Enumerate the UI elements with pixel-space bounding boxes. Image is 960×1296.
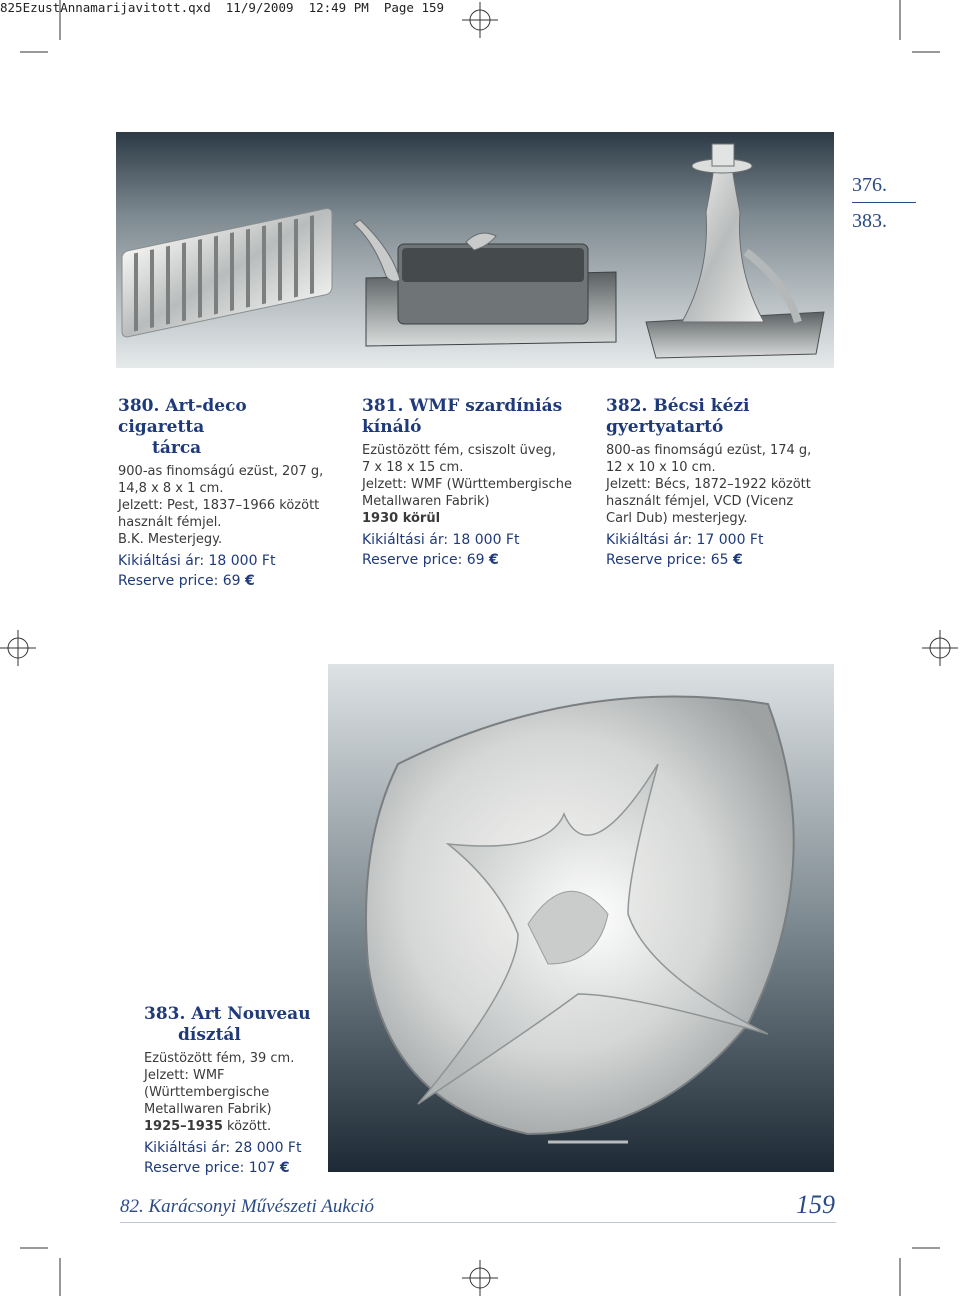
slug-page: Page 159 (383, 0, 445, 15)
lot-date-line: 1930 körül (362, 511, 441, 526)
lot-382-title (606, 396, 836, 438)
side-number-383: 383. (852, 210, 887, 232)
euro-sign: € (245, 573, 255, 589)
lot-description-line: 800-as finomságú ezüst, 174 g, (606, 443, 812, 458)
lot-date-range: 1925–1935 (144, 1119, 223, 1134)
lot-number: 383. (144, 1004, 186, 1024)
lot-description-line: Ezüstözött fém, csiszolt üveg, (362, 443, 556, 458)
lot-price-eur-text: Reserve price: 107 (144, 1160, 276, 1176)
slug-file: 825EzustAnnamarijavitott.qxd (0, 0, 211, 15)
lot-date-line (144, 1118, 344, 1135)
lot-description-line: Jelzett: WMF (Württembergische (362, 477, 572, 492)
lot-description-line: Metallwaren Fabrik) (362, 494, 490, 509)
lot-description-line: B.K. Mesterjegy. (118, 532, 223, 547)
photo-lots-380-382 (116, 132, 834, 368)
euro-sign: € (279, 1160, 290, 1176)
lot-description-line: használt fémjel, VCD (Vicenz (606, 494, 794, 509)
lot-price-huf: Kikiáltási ár: 18 000 Ft (118, 553, 276, 569)
lot-price-eur-text: Reserve price: 65 (606, 552, 729, 568)
lot-number: 381. (362, 396, 404, 416)
lot-price-eur (144, 1158, 344, 1178)
lot-383 (144, 1004, 344, 1178)
lot-price-huf: Kikiáltási ár: 17 000 Ft (606, 532, 764, 548)
lot-date-suffix: között. (222, 1119, 272, 1134)
lot-description-line: 900-as finomságú ezüst, 207 g, (118, 464, 324, 479)
lot-price-eur (362, 550, 592, 570)
footer-rule (120, 1222, 836, 1223)
lot-title-line-1: Art Nouveau (191, 1004, 311, 1024)
euro-sign: € (489, 552, 499, 568)
lot-title-line-2: tárca (152, 438, 202, 458)
lot-price-huf: Kikiáltási ár: 28 000 Ft (144, 1140, 302, 1156)
lot-description-line: Jelzett: WMF (144, 1068, 225, 1083)
lot-381 (362, 396, 592, 570)
slug-date: 11/9/2009 (225, 0, 294, 15)
lot-title-line-1: Bécsi kézi gyertyatartó (606, 396, 750, 437)
lot-383-title (144, 1004, 344, 1046)
lot-380 (118, 396, 328, 591)
lot-description-line: Jelzett: Pest, 1837–1966 között (118, 498, 320, 513)
lot-description-line: Jelzett: Bécs, 1872–1922 között (606, 477, 811, 492)
lot-description-line: (Württembergische (144, 1085, 270, 1100)
lot-description-line: Ezüstözött fém, 39 cm. (144, 1051, 295, 1066)
lot-number: 382. (606, 396, 648, 416)
lot-title-line-1: Art-deco cigaretta (118, 396, 247, 437)
lot-382 (606, 396, 836, 570)
footer-auction-title: 82. Karácsonyi Művészeti Aukció (120, 1196, 374, 1217)
lot-price-eur (606, 550, 836, 570)
euro-sign: € (733, 552, 743, 568)
side-number-376: 376. (852, 174, 887, 196)
lot-380-title (118, 396, 328, 459)
lot-number: 380. (118, 396, 160, 416)
photo-lot-383 (328, 664, 834, 1172)
lot-price-eur-text: Reserve price: 69 (362, 552, 485, 568)
lot-description-line: Carl Dub) mesterjegy. (606, 511, 748, 526)
slug-time: 12:49 PM (308, 0, 369, 15)
lot-description-line: használt fémjel. (118, 515, 222, 530)
lot-description-line: 7 x 18 x 15 cm. (362, 460, 464, 475)
lot-description-line: 12 x 10 x 10 cm. (606, 460, 716, 475)
lot-title-line-2: dísztál (178, 1025, 241, 1045)
lot-381-title (362, 396, 592, 438)
side-number-divider (852, 202, 916, 203)
lot-price-huf: Kikiáltási ár: 18 000 Ft (362, 532, 520, 548)
lot-description-line: 14,8 x 8 x 1 cm. (118, 481, 224, 496)
lot-price-eur (118, 571, 328, 591)
footer-page-number: 159 (796, 1190, 835, 1219)
lot-price-eur-text: Reserve price: 69 (118, 573, 241, 589)
lot-title-line-1: WMF szardíniás kínáló (362, 396, 563, 437)
lot-description-line: Metallwaren Fabrik) (144, 1102, 272, 1117)
